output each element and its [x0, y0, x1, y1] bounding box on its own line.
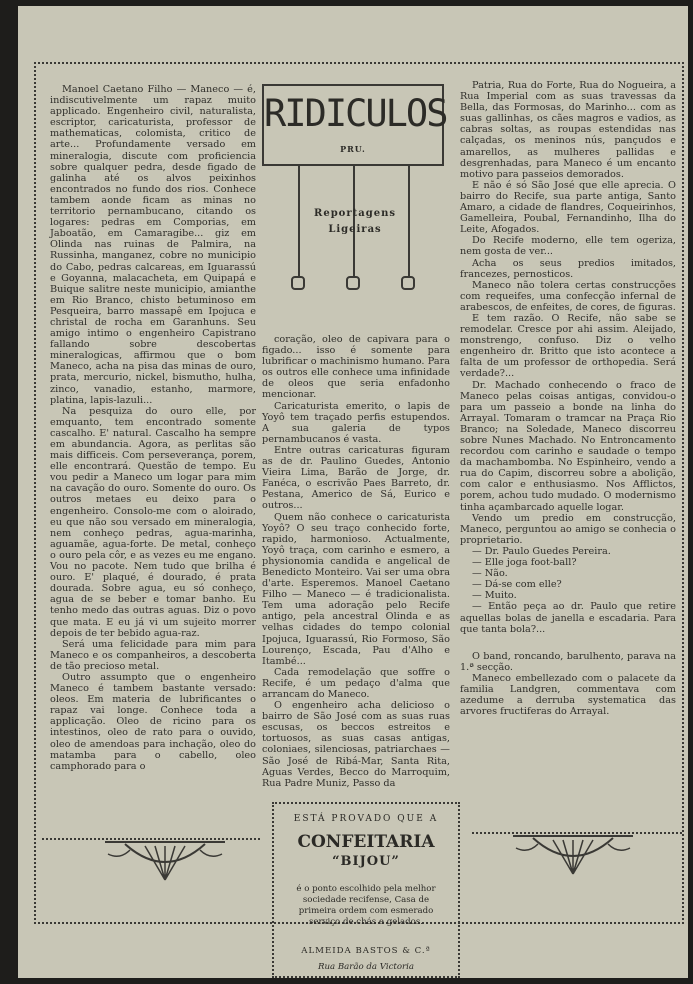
dialogue-line: — Não. — [472, 568, 508, 580]
paragraph: coração, oleo de capivara para o figado... isso é somente para lubrificar o machinismo humano. Para os outros elle conhece uma infinidade de oleos que seria enfadonho mencionar. — [262, 334, 450, 401]
paragraph: O engenheiro acha delicioso o bairro de São José com as suas ruas escusas, os beccos estreitos e tortuosos, as suas casas antigas, coloniaes, silenciosas, patriarchaes — São José de Ribá-Mar, Santa Rita, Aguas Verdes, Becco do Marroquim, Rua Padre Muniz, Passo da — [262, 700, 450, 789]
paragraph: Outro assumpto que o engenheiro Maneco é tambem bastante versado: oleos. Em materia de lubrificantes o rapaz vai longe. Conhece toda a applicação. Oleo de ricino para os intestinos, oleo de rato para o ouvido, oleo de amendoas para inchação, oleo do matamba para o cabello, oleo camphorado para o — [50, 671, 256, 772]
paragraph: Caricaturista emerito, o lapis de Yoyô tem traçado perfis estupendos. A sua galeria de typos pernambucanos é vasta. — [262, 400, 450, 445]
hook-ornament-icon — [291, 276, 305, 290]
paragraph: Quem não conhece o caricaturista Yoyô? O seu traço conhecido forte, rapido, harmonioso. Actualmente, Yoyô traça, com carinho e esmero, a physionomia candida e angelical de Benedicto Monteiro. Vai ser uma obra d'arte. Esperemos. Manoel Caetano Filho — Maneco — é tradicionalista. Tem uma adoração pelo Recife antigo, pela ancestral Olinda e as velhas cidades do tempo colonial Ipojuca, Iguarassú, Rio Formoso, São Lourenço, Escada, Pau d'Alho e Itambé... — [262, 511, 450, 667]
paragraph: Maneco não tolera certas construcções com requeifes, uma confecção infernal de arabescos, de enfeites, de cores, de figuras. — [460, 279, 676, 313]
dialogue-line: — Dá-se com elle? — [472, 579, 562, 591]
dialogue-line: — Elle joga foot-ball? — [472, 557, 577, 569]
hook-ornament-icon — [401, 276, 415, 290]
text-column-2 — [262, 334, 450, 789]
paragraph: Acha os seus predios imitados, francezes, pernosticos. — [460, 257, 676, 280]
paragraph: Maneco embellezado com o palacete da familia Landgren, commentava com azedume a derruba systematica das arvores fructiferas do Arrayal. — [460, 672, 676, 718]
dialogue-line: — Então peça ao dr. Paulo que retire aquellas bolas de janella e escadaria. Para que tanta bola?... — [460, 601, 676, 635]
paragraph: Do Recife moderno, elle tem ogeriza, nem gosta de ver... — [460, 235, 676, 258]
paragraph: Manoel Caetano Filho — Maneco — é, indiscutivelmente um rapaz muito applicado. Engenheiro civil, naturalista, escriptor, caricaturista, professor de mathematicas, colomista, critico de arte... Profundamente versado em mineralogia, discute com proficiencia sobre qualquer pedra, desde figado de galinha até os alvos peixinhos encontrados no fundo dos rios. Conhece tambem aonde ficam as minas no territorio pernambucano, citando os logares: pedras em Comporias, em Jaboatão, em Camaragibe... giz em Olinda nas ruinas de Palmira, na Russinha, manganez, cobre no municipio do Cabo, pedras calcareas, em Iguarassú e Goyanna, malacacheta, em Quipapá e Buique salitre neste municipio, amianthe em Rio Branco, chisto betuminoso em Pesqueira, barro massapê em Ipojuca e christal de rocha em Garanhuns. Seu amigo intimo o engenheiro Capistrano fallando sobre descobertas mineralogicas, affirmou que o bom Maneco, acha na pisa das minas de ouro, prata, mercurio, nickel, bismutho, hulha, zinco, vanadio, estanho, marmore, platina, lapis-lazuli... — [50, 84, 256, 406]
ad-brand: “BIJOU” — [332, 854, 400, 869]
text-column-1 — [50, 84, 256, 772]
paragraph: Dr. Machado conhecendo o fraco de Maneco pelas coisas antigas, convidou-o para um passeio a bonde na linha do Arrayal. Tomaram o tramcar na Praça Rio Branco; na Soledade, Maneco discorreu sobre Nunes Machado. No Entroncamento recordou com carinho e saudade o tempo da machambomba. No Espinheiro, vendo a rua do Capim, discorreu sobre a abolição, com calor e enthusiasmo. Nos Afflictos, porem, achou tudo mudado. O modernismo tinha açambarcado aquelle logar. — [460, 379, 676, 513]
paragraph: O band, roncando, barulhento, parava na 1.ª secção. — [460, 650, 676, 673]
paragraph: Será uma felicidade para mim para Maneco e os companheiros, a descoberta de tão precioso metal. — [50, 638, 256, 672]
fan-ornament-icon — [508, 834, 638, 878]
paragraph: Patria, Rua do Forte, Rua do Nogueira, a Rua Imperial com as suas travessas da Bella, das Formosas, do Marinho... com as suas gallinhas, os cães magros e vadios, as cabras soltas, as roupas estendidas nas calçadas, os meninos nús, pançudos e amarellos, as mulheres pallidas e desgrenhadas, para Maneco é um encanto motivo para passeios demorados. — [460, 80, 676, 180]
text-column-3 — [460, 80, 676, 717]
confeitaria-advertisement — [272, 802, 460, 978]
paragraph: Entre outras caricaturas figuram as de dr. Paulino Guedes, Antonio Vieira Lima, Barão de Jorge, dr. Fanéca, o escrivão Paes Barreto, dr. Pestana, Americo de Sá, Eurico e outros... — [262, 444, 450, 512]
paragraph: E tem razão. O Recife, não sabe se remodelar. Cresce por ahi assim. Aleijado, monstrengo, confuso. Diz o velho engenheiro dr. Britto que isto acontece a falta de um professor de orthopedia. Será verdade?... — [460, 312, 676, 380]
page-title: RIDICULOS — [264, 92, 447, 135]
dialogue-line: — Dr. Paulo Guedes Pereira. — [472, 545, 611, 557]
ad-address: Rua Barão da Victoria — [317, 962, 415, 972]
dialogue-line: — Muito. — [472, 590, 517, 602]
section-subtitle — [300, 206, 410, 238]
paragraph: Cada remodelação que soffre o Recife, é um pedaço d'alma que arrancam do Maneco. — [262, 666, 450, 700]
fan-ornament-icon — [100, 840, 230, 884]
paragraph: Vendo um predio em construcção, Maneco, perguntou ao amigo se conhecia o proprietario. — [460, 512, 676, 546]
subtitle-line-2: Ligeiras — [328, 224, 382, 235]
hook-ornament-icon — [346, 276, 360, 290]
ad-intro: ESTÁ PROVADO QUE A — [293, 814, 439, 824]
ad-name: CONFEITARIA — [297, 832, 435, 852]
subtitle-line-1: Reportagens — [314, 208, 396, 219]
paragraph: E não é só São José que elle aprecia. O bairro do Recife, sua parte antiga, Santo Amaro, a cidade de flandres, Coqueirinhos, Gamelleira, Poubal, Fernandinho, Ilha do Leite, Afogados. — [460, 179, 676, 236]
paragraph: Na pesquiza do ouro elle, por emquanto, tem encontrado somente cascalho. E' natural. Cascalho ha sempre em abundancia. Agora, as perlitas são mais difficeis. Com perseverança, porem, elle encontrará. Questão de tempo. Eu vou pedir a Maneco um logar para mim na cavação do ouro. Somente do ouro. Os outros metaes eu deixo para o engenheiro. Consolo-me com o aloirado, eu que não sou versado em mineralogia, nem conheço pedras, agua-marinha, aguamãe, agua-forte. De metal, conheço o ouro pela côr, e as vezes eu me engano. Vou no pacote. Nem tudo que brilha é ouro. E' plaqué, é dourado, é prata dourada. Sobre agua, eu só conheço, agua de se beber e tomar banho. Eu tenho medo das outras aguas. Diz o povo que mata. E eu já vi um sujeito morrer depois de ter bebido agua-raz. — [50, 405, 256, 639]
ad-description: é o ponto escolhido pela melhor sociedade recifense, Casa de primeira ordem com esmerado serviço de chás e gelados. — [296, 884, 436, 927]
author-signature: PRU. — [340, 144, 366, 154]
title-box — [262, 84, 447, 166]
ad-owner: ALMEIDA BASTOS & C.ª — [301, 946, 431, 956]
